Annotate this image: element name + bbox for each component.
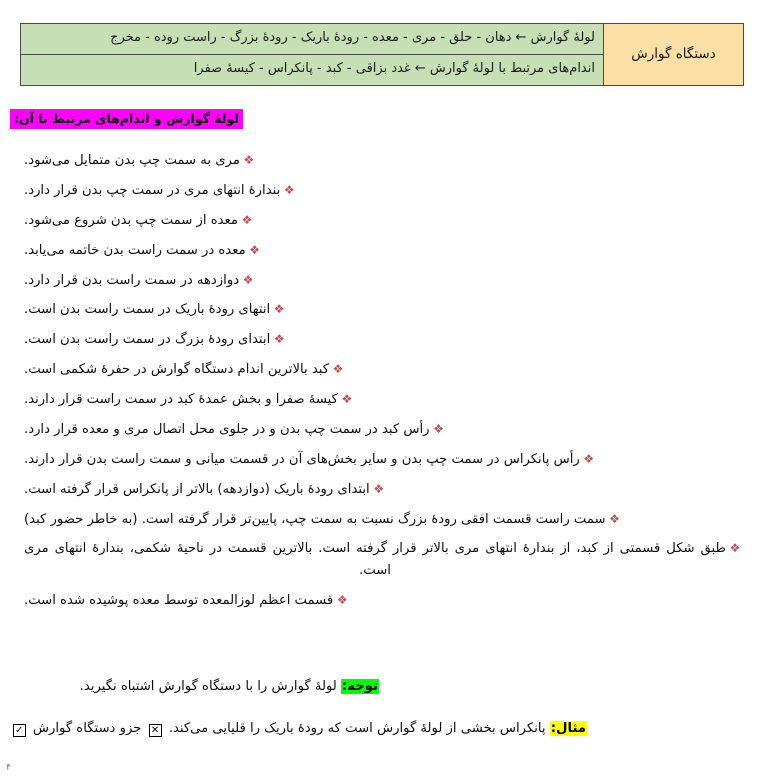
digestive-system-summary-table: [20, 23, 744, 86]
example-note: [10, 718, 587, 739]
list-item: [20, 299, 744, 320]
diamond-bullet-icon: ❖: [332, 362, 344, 377]
diamond-bullet-icon: ❖: [243, 153, 255, 167]
list-item-text: سمت راست قسمت افقی رودهٔ بزرگ نسبت به سمت چپ، پایین‌تر قرار گرفته است. (به خاطر حضور کبد): [24, 511, 606, 527]
list-item: [20, 329, 744, 350]
list-item-text: مری به سمت چپ بدن متمایل می‌شود.: [24, 153, 240, 168]
list-item-text: رأس پانکراس در سمت چپ بدن و سایر بخش‌های آن در قسمت میانی و سمت راست بدن قرار دارند.: [24, 451, 580, 467]
list-item: [20, 449, 744, 470]
list-item: [20, 359, 744, 380]
list-item-text: رأس کبد در سمت چپ بدن و در جلوی محل اتصال مری و معده قرار دارد.: [24, 421, 430, 437]
list-item: [20, 389, 744, 410]
list-item: [20, 419, 744, 440]
list-item-text: معده از سمت چپ بدن شروع می‌شود.: [24, 212, 238, 228]
list-item-text: کیسهٔ صفرا و بخش عمدهٔ کبد در سمت راست قرار دارند.: [24, 392, 338, 407]
list-item-text: معده در سمت راست بدن خاتمه می‌یابد.: [24, 242, 246, 258]
diamond-bullet-icon: ❖: [273, 302, 285, 317]
cross-box-icon: ✕: [149, 724, 162, 737]
list-item-text: انتهای رودهٔ باریک در سمت راست بدن است.: [24, 302, 271, 318]
diamond-bullet-icon: ❖: [249, 242, 261, 257]
table-row-associated-organs: اندام‌های مرتبط با لولهٔ گوارش ← غدد بزاقی - کبد - پانکراس - کیسهٔ صفرا: [21, 55, 604, 86]
diamond-bullet-icon: ❖: [336, 592, 348, 607]
diamond-bullet-icon: ❖: [341, 392, 353, 406]
list-item-text: قسمت اعظم لوزالمعده توسط معده پوشیده شده است.: [24, 592, 334, 608]
diamond-bullet-icon: ❖: [242, 272, 254, 287]
list-item: [20, 509, 744, 530]
attention-label: توجه:: [342, 679, 378, 694]
table-row: [21, 24, 744, 55]
check-box-icon: ✓: [13, 724, 26, 737]
facts-bullet-list: [20, 150, 744, 620]
list-item-text: ابتدای رودهٔ بزرگ در سمت راست بدن است.: [24, 332, 271, 348]
attention-note: [80, 676, 379, 697]
example-text-first: پانکراس بخشی از لولهٔ گوارش است که رودهٔ باریک را قلیایی می‌کند.: [168, 721, 546, 736]
list-item: [20, 240, 744, 261]
list-item: [20, 590, 744, 611]
diamond-bullet-icon: ❖: [283, 182, 295, 197]
list-item-text: ابتدای رودهٔ باریک (دوازدهه) بالاتر از پانکراس قرار گرفته است.: [24, 481, 370, 497]
list-item: [20, 150, 744, 171]
page-number: ۴: [6, 763, 11, 773]
list-item-text: بندارهٔ انتهای مری در سمت چپ بدن قرار دارد.: [24, 182, 281, 198]
list-item: [20, 180, 744, 201]
list-item: [20, 538, 744, 581]
example-label: مثال:: [550, 721, 586, 736]
diamond-bullet-icon: ❖: [729, 541, 741, 556]
list-item: [20, 210, 744, 231]
list-item-text: دوازدهه در سمت راست بدن قرار دارد.: [24, 272, 240, 288]
diamond-bullet-icon: ❖: [373, 481, 385, 496]
list-item: [20, 270, 744, 291]
diamond-bullet-icon: ❖: [241, 212, 253, 227]
section-heading: لولهٔ گوارش و اندام‌های مرتبط با آن:: [10, 109, 243, 129]
table-row-digestive-tube: لولهٔ گوارش ← دهان - حلق - مری - معده - رودهٔ باریک - رودهٔ بزرگ - راست روده - مخرج: [21, 24, 604, 55]
list-item-text: طبق شکل قسمتی از کبد، از بندارهٔ انتهای مری بالاتر قرار گرفته است. بالاترین قسمت در ناحیهٔ شکمی، بندارهٔ انتهای مری است.: [24, 541, 726, 578]
table-title-cell: دستگاه گوارش: [604, 24, 744, 86]
diamond-bullet-icon: ❖: [609, 511, 620, 526]
attention-text: لولهٔ گوارش را با دستگاه گوارش اشتباه نگیرید.: [79, 679, 337, 694]
diamond-bullet-icon: ❖: [433, 421, 444, 436]
list-item: [20, 479, 744, 500]
diamond-bullet-icon: ❖: [273, 332, 285, 347]
list-item-text: کبد بالاترین اندام دستگاه گوارش در حفرهٔ شکمی است.: [24, 362, 330, 378]
diamond-bullet-icon: ❖: [583, 451, 595, 466]
example-text-second: جزو دستگاه گوارش: [32, 721, 142, 736]
